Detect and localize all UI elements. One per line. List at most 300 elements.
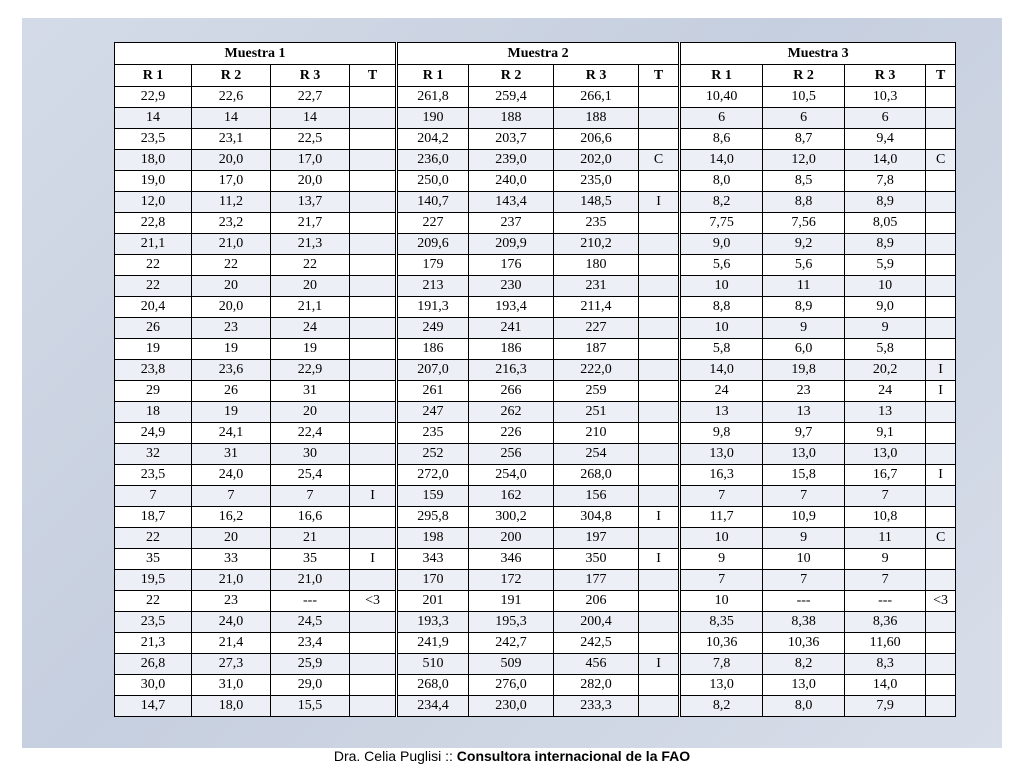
table-cell: 14,0 <box>845 675 926 696</box>
table-cell: 200,4 <box>554 612 639 633</box>
column-header: R 1 <box>397 65 469 87</box>
table-cell <box>926 402 956 423</box>
table-cell: 19 <box>271 339 350 360</box>
table-cell: 268,0 <box>554 465 639 486</box>
table-cell: 14,0 <box>680 360 763 381</box>
table-cell: 8,0 <box>763 696 845 717</box>
table-cell: 159 <box>397 486 469 507</box>
table-cell: 5,9 <box>845 255 926 276</box>
table-cell <box>350 255 397 276</box>
table-cell: 207,0 <box>397 360 469 381</box>
table-cell <box>639 444 680 465</box>
table-cell: 9 <box>845 549 926 570</box>
table-cell <box>926 276 956 297</box>
table-cell: 209,9 <box>469 234 554 255</box>
table-cell: 234,4 <box>397 696 469 717</box>
table-cell: 241,9 <box>397 633 469 654</box>
table-cell: 9,4 <box>845 129 926 150</box>
table-cell: 10 <box>763 549 845 570</box>
table-cell <box>350 339 397 360</box>
table-cell: 6 <box>763 108 845 129</box>
table-cell: 30,0 <box>115 675 192 696</box>
table-cell: I <box>926 360 956 381</box>
column-header: R 1 <box>680 65 763 87</box>
table-cell: 20,4 <box>115 297 192 318</box>
table-cell: 32 <box>115 444 192 465</box>
table-cell: 23,8 <box>115 360 192 381</box>
table-cell: 24 <box>845 381 926 402</box>
table-cell <box>639 360 680 381</box>
table-cell <box>350 276 397 297</box>
table-cell: 13 <box>763 402 845 423</box>
table-cell: 20,0 <box>192 150 271 171</box>
table-cell: 21 <box>271 528 350 549</box>
table-cell: --- <box>845 591 926 612</box>
table-cell: 7 <box>271 486 350 507</box>
table-row <box>115 486 956 507</box>
table-cell <box>350 633 397 654</box>
table-cell: 7 <box>680 486 763 507</box>
table-cell: 22,6 <box>192 87 271 108</box>
table-cell: 21,7 <box>271 213 350 234</box>
table-cell: 23 <box>192 318 271 339</box>
table-cell: 35 <box>115 549 192 570</box>
table-cell: 7,9 <box>845 696 926 717</box>
table-cell: 22 <box>192 255 271 276</box>
table-cell: 22,7 <box>271 87 350 108</box>
table-cell: 23 <box>192 591 271 612</box>
table-row <box>115 570 956 591</box>
table-cell: 23,1 <box>192 129 271 150</box>
table-cell: 509 <box>469 654 554 675</box>
table-cell <box>350 192 397 213</box>
table-cell: 216,3 <box>469 360 554 381</box>
table-cell: 510 <box>397 654 469 675</box>
table-cell: 7 <box>845 486 926 507</box>
table-cell: 8,8 <box>763 192 845 213</box>
table-row <box>115 696 956 717</box>
table-cell: 261 <box>397 381 469 402</box>
table-cell: 20,0 <box>192 297 271 318</box>
table-cell <box>639 381 680 402</box>
table-cell: 188 <box>554 108 639 129</box>
group-header: Muestra 3 <box>680 43 956 65</box>
table-cell: 17,0 <box>271 150 350 171</box>
table-row <box>115 213 956 234</box>
table-cell: 262 <box>469 402 554 423</box>
table-cell <box>926 696 956 717</box>
table-cell: 19,0 <box>115 171 192 192</box>
table-cell: 22,9 <box>271 360 350 381</box>
table-cell <box>350 213 397 234</box>
table-cell: I <box>639 507 680 528</box>
table-cell <box>350 234 397 255</box>
table-cell <box>350 171 397 192</box>
table-cell: 202,0 <box>554 150 639 171</box>
table-cell: 22 <box>115 591 192 612</box>
table-cell: 6 <box>845 108 926 129</box>
table-cell <box>350 612 397 633</box>
table-cell <box>639 276 680 297</box>
table-cell <box>350 402 397 423</box>
table-cell: 266,1 <box>554 87 639 108</box>
table-cell <box>639 528 680 549</box>
table-row <box>115 150 956 171</box>
table-cell <box>926 570 956 591</box>
table-cell: 21,0 <box>192 570 271 591</box>
table-cell: 13,0 <box>845 444 926 465</box>
table-cell: 10 <box>845 276 926 297</box>
table-cell: C <box>639 150 680 171</box>
table-cell: 230,0 <box>469 696 554 717</box>
table-cell: 10 <box>680 528 763 549</box>
table-cell: 170 <box>397 570 469 591</box>
table-cell: 241 <box>469 318 554 339</box>
table-cell: 11,60 <box>845 633 926 654</box>
table-cell: 18 <box>115 402 192 423</box>
table-cell: 16,6 <box>271 507 350 528</box>
table-cell: 8,05 <box>845 213 926 234</box>
table-cell: 21,4 <box>192 633 271 654</box>
table-cell: 24 <box>680 381 763 402</box>
table-cell: 5,8 <box>845 339 926 360</box>
table-cell: 350 <box>554 549 639 570</box>
table-cell: 5,8 <box>680 339 763 360</box>
table-cell: 250,0 <box>397 171 469 192</box>
table-cell: 12,0 <box>115 192 192 213</box>
table-cell: 191,3 <box>397 297 469 318</box>
table-cell: 236,0 <box>397 150 469 171</box>
table-cell: 11,2 <box>192 192 271 213</box>
table-cell: 13,0 <box>680 444 763 465</box>
table-cell: 23,5 <box>115 129 192 150</box>
table-cell: 14 <box>192 108 271 129</box>
table-cell: 203,7 <box>469 129 554 150</box>
table-row <box>115 549 956 570</box>
table-cell: 10,9 <box>763 507 845 528</box>
table-cell <box>350 444 397 465</box>
table-cell: 16,2 <box>192 507 271 528</box>
table-cell <box>926 339 956 360</box>
table-cell: 24,9 <box>115 423 192 444</box>
table-cell: 261,8 <box>397 87 469 108</box>
table-cell: 22,5 <box>271 129 350 150</box>
group-header-row <box>115 43 956 65</box>
table-cell: 8,0 <box>680 171 763 192</box>
table-cell <box>350 675 397 696</box>
table-cell: 200 <box>469 528 554 549</box>
table-cell: 13 <box>845 402 926 423</box>
table-row <box>115 171 956 192</box>
footer-credit <box>0 748 1024 764</box>
table-cell: 8,38 <box>763 612 845 633</box>
column-header: R 3 <box>271 65 350 87</box>
table-cell <box>639 423 680 444</box>
table-cell: 29 <box>115 381 192 402</box>
table-cell: 25,4 <box>271 465 350 486</box>
table-cell: 8,7 <box>763 129 845 150</box>
table-cell <box>639 234 680 255</box>
table-cell: C <box>926 150 956 171</box>
table-cell <box>639 675 680 696</box>
table-cell: 191 <box>469 591 554 612</box>
table-cell <box>350 87 397 108</box>
table-cell: <3 <box>926 591 956 612</box>
table-cell <box>350 318 397 339</box>
table-body <box>115 87 956 717</box>
table-cell <box>926 633 956 654</box>
table-cell: 24,0 <box>192 465 271 486</box>
table-cell: 300,2 <box>469 507 554 528</box>
table-cell: 8,8 <box>680 297 763 318</box>
table-cell: 242,5 <box>554 633 639 654</box>
table-cell: 19 <box>192 339 271 360</box>
table-cell: 9,0 <box>845 297 926 318</box>
table-cell <box>926 171 956 192</box>
table-row <box>115 402 956 423</box>
table-cell <box>926 129 956 150</box>
table-cell: 9,1 <box>845 423 926 444</box>
table-cell: 222,0 <box>554 360 639 381</box>
table-cell: 19 <box>192 402 271 423</box>
table-row <box>115 360 956 381</box>
table-cell: 9 <box>845 318 926 339</box>
table-cell <box>350 696 397 717</box>
table-cell: I <box>926 381 956 402</box>
group-header: Muestra 2 <box>397 43 680 65</box>
table-cell: 20 <box>192 528 271 549</box>
table-cell <box>639 297 680 318</box>
table-cell: 252 <box>397 444 469 465</box>
table-cell: 304,8 <box>554 507 639 528</box>
table-cell: 21,3 <box>115 633 192 654</box>
table-row <box>115 591 956 612</box>
table-row <box>115 255 956 276</box>
table-cell: 22 <box>115 255 192 276</box>
table-cell <box>639 570 680 591</box>
table-cell: 15,8 <box>763 465 845 486</box>
table-cell <box>926 486 956 507</box>
table-cell <box>639 87 680 108</box>
table-cell <box>350 297 397 318</box>
table-cell <box>926 675 956 696</box>
table-cell: 231 <box>554 276 639 297</box>
column-header: R 3 <box>554 65 639 87</box>
table-cell: 7 <box>680 570 763 591</box>
table-cell: 7 <box>192 486 271 507</box>
table-cell: 19 <box>115 339 192 360</box>
table-cell: 210 <box>554 423 639 444</box>
table-cell: C <box>926 528 956 549</box>
table-cell: 21,1 <box>271 297 350 318</box>
table-cell: 5,6 <box>763 255 845 276</box>
table-cell: I <box>926 465 956 486</box>
table-cell: 33 <box>192 549 271 570</box>
table-cell: I <box>639 549 680 570</box>
table-cell: 276,0 <box>469 675 554 696</box>
table-cell: 237 <box>469 213 554 234</box>
footer-author: Dra. Celia Puglisi :: <box>333 748 457 764</box>
table-cell: 186 <box>397 339 469 360</box>
table-cell <box>350 423 397 444</box>
table-cell: 343 <box>397 549 469 570</box>
table-cell: 10,36 <box>763 633 845 654</box>
table-cell: 7 <box>115 486 192 507</box>
table-cell: 22,8 <box>115 213 192 234</box>
table-row <box>115 87 956 108</box>
table-cell: 5,6 <box>680 255 763 276</box>
table-cell: 11 <box>845 528 926 549</box>
table-cell: 198 <box>397 528 469 549</box>
table-cell: 7,8 <box>845 171 926 192</box>
table-cell <box>639 612 680 633</box>
table-cell: 24 <box>271 318 350 339</box>
table-cell: 172 <box>469 570 554 591</box>
table-cell: 235,0 <box>554 171 639 192</box>
table-cell: 7,56 <box>763 213 845 234</box>
table-cell: 197 <box>554 528 639 549</box>
table-cell: 8,2 <box>680 192 763 213</box>
table-cell: 13,0 <box>763 444 845 465</box>
table-cell: 213 <box>397 276 469 297</box>
table-cell: 20,0 <box>271 171 350 192</box>
table-cell: 10,8 <box>845 507 926 528</box>
table-cell: 8,2 <box>763 654 845 675</box>
table-cell <box>350 360 397 381</box>
table-cell: 22,9 <box>115 87 192 108</box>
table-cell: 249 <box>397 318 469 339</box>
table-cell <box>639 339 680 360</box>
table-cell <box>639 486 680 507</box>
table-cell: 295,8 <box>397 507 469 528</box>
data-table <box>114 42 956 717</box>
table-cell: 14,0 <box>845 150 926 171</box>
table-cell: 7 <box>763 486 845 507</box>
table-cell: 11 <box>763 276 845 297</box>
table-cell: 230 <box>469 276 554 297</box>
table-cell <box>639 591 680 612</box>
sub-header-row <box>115 65 956 87</box>
table-cell: 22 <box>115 528 192 549</box>
table-cell: 10,40 <box>680 87 763 108</box>
table-cell: <3 <box>350 591 397 612</box>
table-cell: 204,2 <box>397 129 469 150</box>
table-cell <box>926 444 956 465</box>
table-cell: 10,36 <box>680 633 763 654</box>
table-cell: 21,0 <box>271 570 350 591</box>
table-cell <box>926 423 956 444</box>
table-cell: 29,0 <box>271 675 350 696</box>
table-cell: --- <box>271 591 350 612</box>
table-row <box>115 423 956 444</box>
table-cell: 18,7 <box>115 507 192 528</box>
table-cell <box>926 87 956 108</box>
table-cell: 24,1 <box>192 423 271 444</box>
table-cell: 186 <box>469 339 554 360</box>
table-row <box>115 633 956 654</box>
table-cell: 190 <box>397 108 469 129</box>
table-cell: 31,0 <box>192 675 271 696</box>
table-cell <box>639 318 680 339</box>
table-row <box>115 675 956 696</box>
footer-role: Consultora internacional de la FAO <box>456 748 691 764</box>
table-cell: 14,7 <box>115 696 192 717</box>
table-cell: 9,2 <box>763 234 845 255</box>
column-header: R 2 <box>192 65 271 87</box>
table-cell: 227 <box>554 318 639 339</box>
table-cell: 13,0 <box>763 675 845 696</box>
table-cell: 226 <box>469 423 554 444</box>
table-cell: 282,0 <box>554 675 639 696</box>
table-cell: 9,8 <box>680 423 763 444</box>
table-cell: 30 <box>271 444 350 465</box>
table-cell: 10 <box>680 318 763 339</box>
column-header: T <box>350 65 397 87</box>
table-row <box>115 297 956 318</box>
table-cell: 25,9 <box>271 654 350 675</box>
table-cell <box>350 654 397 675</box>
table-cell: 259,4 <box>469 87 554 108</box>
table-cell: 233,3 <box>554 696 639 717</box>
table-cell: 14 <box>115 108 192 129</box>
table-cell: 23,4 <box>271 633 350 654</box>
table-cell: 26 <box>115 318 192 339</box>
table-cell <box>639 213 680 234</box>
table-cell: 239,0 <box>469 150 554 171</box>
table-row <box>115 339 956 360</box>
table-cell: 7 <box>845 570 926 591</box>
table-cell: 14,0 <box>680 150 763 171</box>
table-cell: --- <box>763 591 845 612</box>
table-cell <box>926 654 956 675</box>
table-cell: 23 <box>763 381 845 402</box>
table-row <box>115 507 956 528</box>
table-cell: 35 <box>271 549 350 570</box>
column-header: R 2 <box>763 65 845 87</box>
table-cell <box>350 150 397 171</box>
table-cell: 23,2 <box>192 213 271 234</box>
table-cell: 20 <box>271 402 350 423</box>
table-cell <box>639 255 680 276</box>
table-cell: 193,4 <box>469 297 554 318</box>
table-cell: 23,6 <box>192 360 271 381</box>
table-row <box>115 528 956 549</box>
table-cell: 8,36 <box>845 612 926 633</box>
table-cell: 247 <box>397 402 469 423</box>
table-cell <box>350 528 397 549</box>
table-cell: 235 <box>397 423 469 444</box>
table-cell: 13,0 <box>680 675 763 696</box>
table-row <box>115 654 956 675</box>
table-row <box>115 108 956 129</box>
table-cell: 193,3 <box>397 612 469 633</box>
table-cell: 19,5 <box>115 570 192 591</box>
table-cell: 20,2 <box>845 360 926 381</box>
table-cell <box>926 507 956 528</box>
table-cell: 143,4 <box>469 192 554 213</box>
table-cell <box>926 213 956 234</box>
table-cell: 9,7 <box>763 423 845 444</box>
table-cell: 242,7 <box>469 633 554 654</box>
table-cell: 26 <box>192 381 271 402</box>
table-cell: 251 <box>554 402 639 423</box>
column-header: T <box>639 65 680 87</box>
table-cell: I <box>350 486 397 507</box>
table-cell: 23,5 <box>115 612 192 633</box>
table-cell: 16,3 <box>680 465 763 486</box>
table-cell: 22 <box>271 255 350 276</box>
table-cell: 24,0 <box>192 612 271 633</box>
